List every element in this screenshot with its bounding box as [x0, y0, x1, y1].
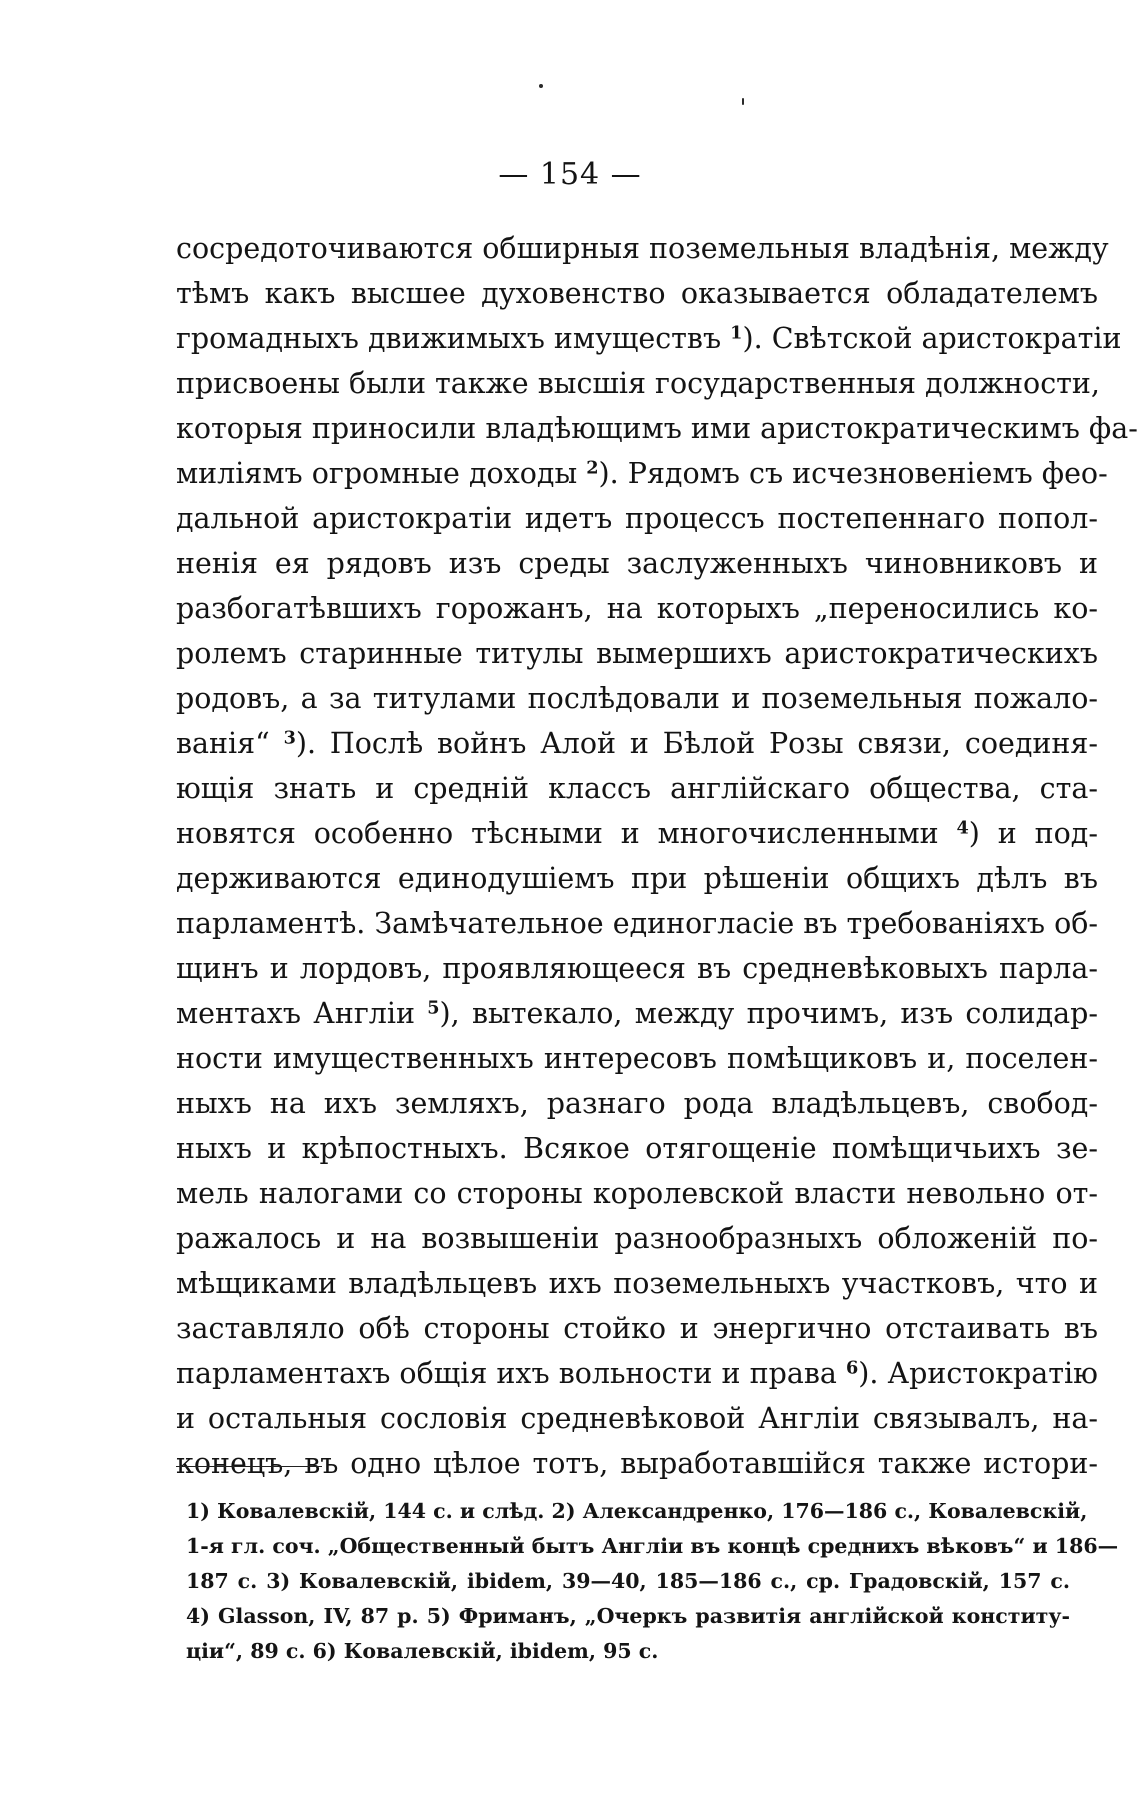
- text-line: родовъ, а за титулами послѣдовали и поземельныя пожало-: [176, 682, 1098, 715]
- footnote-line: 4) Glasson, IV, 87 р. 5) Фриманъ, „Очеркъ развитія англійской конститу-: [186, 1604, 1070, 1628]
- main-text: [176, 226, 1138, 1486]
- text-line: ванія“ $^3$). Послѣ войнъ Алой и Бѣлой Розы связи, соединя-: [176, 727, 1098, 760]
- text-line: ности имущественныхъ интересовъ помѣщиковъ и, поселен-: [176, 1042, 1098, 1075]
- footnote-line: 1) Ковалевскій, 144 с. и слѣд. 2) Александренко, 176—186 с., Ковалевскій,: [186, 1499, 1088, 1523]
- text-line: держиваются единодушіемъ при рѣшеніи общихъ дѣлъ въ: [176, 862, 1098, 895]
- text-line: мель налогами со стороны королевской власти невольно от-: [176, 1177, 1098, 1210]
- footnote-marker: 5: [427, 997, 440, 1019]
- text-line: разбогатѣвшихъ горожанъ, на которыхъ „переносились ко-: [176, 592, 1098, 625]
- footnote-marker: 4: [956, 817, 969, 839]
- text-line: дальной аристократіи идетъ процессъ постепеннаго попол-: [176, 502, 1098, 535]
- text-line: конецъ, въ одно цѣлое тотъ, выработавшійся также истори-: [176, 1447, 1098, 1480]
- footnote-divider: [176, 1466, 322, 1467]
- footnote-line: ціи“, 89 с. 6) Ковалевскій, ibidem, 95 с.: [186, 1639, 659, 1663]
- text-line: присвоены были также высшія государственныя должности,: [176, 367, 1100, 400]
- text-line: которыя приносили владѣющимъ ими аристократическимъ фа-: [176, 412, 1138, 445]
- text-line: ролемъ старинные титулы вымершихъ аристократическихъ: [176, 637, 1098, 670]
- text-line: ненія ея рядовъ изъ среды заслуженныхъ чиновниковъ и: [176, 547, 1098, 580]
- text-line: парламентахъ общія ихъ вольности и права $^6$). Аристократію: [176, 1357, 1098, 1390]
- footnote-line: 1-я гл. соч. „Общественный бытъ Англіи въ концѣ среднихъ вѣковъ“ и 186—: [186, 1534, 1119, 1558]
- text-line: и остальныя сословія средневѣковой Англіи связывалъ, на-: [176, 1402, 1098, 1435]
- text-line: сосредоточиваются обширныя поземельныя владѣнія, между: [176, 232, 1109, 265]
- footnotes: [186, 1494, 1119, 1669]
- text-line: миліямъ огромные доходы $^2$). Рядомъ съ исчезновеніемъ фео-: [176, 457, 1108, 490]
- page-number: — 154 —: [498, 157, 642, 192]
- text-line: парламентѣ. Замѣчательное единогласіе въ требованіяхъ об-: [176, 907, 1099, 940]
- footnote-marker: 1: [730, 322, 743, 344]
- text-line: новятся особенно тѣсными и многочисленными $^4$) и под-: [176, 817, 1098, 850]
- text-line: щинъ и лордовъ, проявляющееся въ средневѣковыхъ парла-: [176, 952, 1098, 985]
- text-line: тѣмъ какъ высшее духовенство оказывается обладателемъ: [176, 277, 1098, 310]
- text-line: ражалось и на возвышеніи разнообразныхъ обложеній по-: [176, 1222, 1098, 1255]
- text-line: ментахъ Англіи $^5$), вытекало, между прочимъ, изъ солидар-: [176, 997, 1098, 1030]
- text-line: заставляло обѣ стороны стойко и энергично отстаивать въ: [176, 1312, 1098, 1345]
- text-line: ющія знать и средній классъ англійскаго общества, ста-: [176, 772, 1098, 805]
- footnote-line: 187 с. 3) Ковалевскій, ibidem, 39—40, 185—186 с., ср. Градовскій, 157 с.: [186, 1569, 1070, 1593]
- text-line: ныхъ и крѣпостныхъ. Всякое отягощеніе помѣщичьихъ зе-: [176, 1132, 1098, 1165]
- text-line: громадныхъ движимыхъ имуществъ $^1$). Свѣтской аристократіи: [176, 322, 1122, 355]
- print-speck: [742, 98, 744, 105]
- print-speck: [539, 84, 543, 88]
- footnote-marker: 6: [845, 1357, 859, 1379]
- text-line: ныхъ на ихъ земляхъ, разнаго рода владѣльцевъ, свобод-: [176, 1087, 1098, 1120]
- text-line: мѣщиками владѣльцевъ ихъ поземельныхъ участковъ, что и: [176, 1267, 1098, 1300]
- footnote-marker: 2: [586, 457, 599, 479]
- footnote-marker: 3: [283, 727, 296, 749]
